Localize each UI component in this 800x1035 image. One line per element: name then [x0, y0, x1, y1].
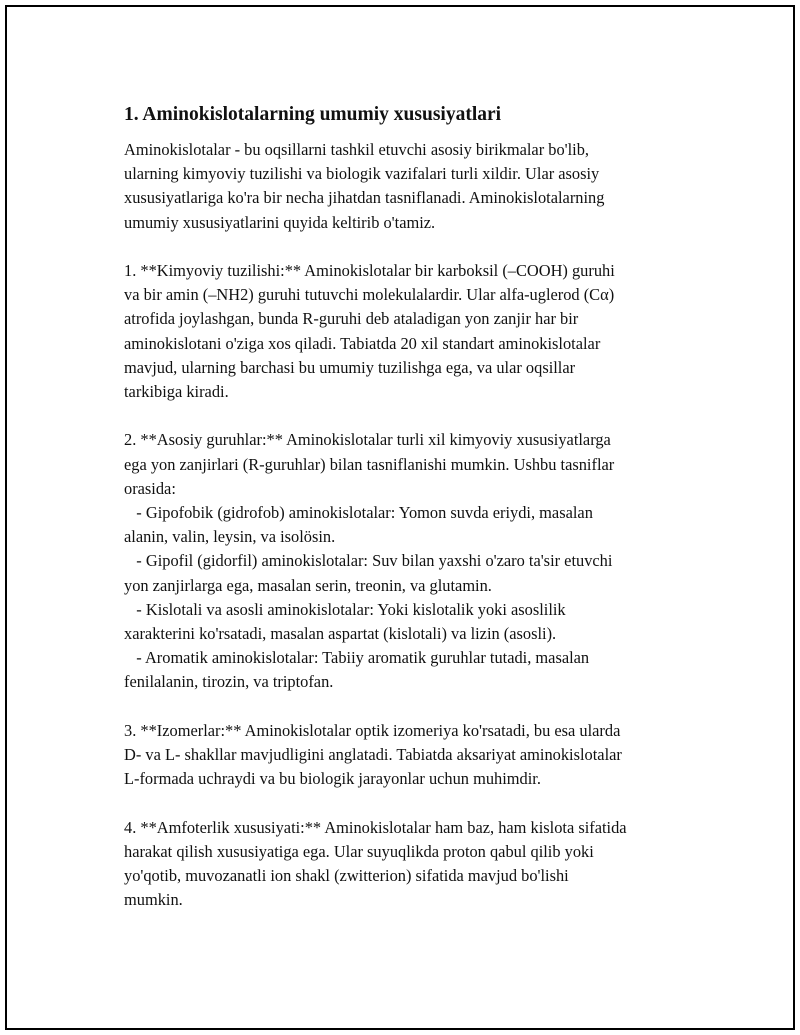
list-item-line: - Gipofobik (gidrofob) aminokislotalar: Yomon suvda eriydi, masalan — [136, 503, 593, 523]
text-line: 4. **Amfoterlik xususiyati:** Aminokislotalar ham baz, ham kislota sifatida — [124, 817, 627, 837]
text-line: va bir amin (–NH2) guruhi tutuvchi molekulalardir. Ular alfa-uglerod (Cα) — [124, 285, 615, 305]
page-frame — [5, 5, 795, 1030]
text-line: Aminokislotalar - bu oqsillarni tashkil etuvchi asosiy birikmalar bo'lib, — [124, 140, 590, 159]
text-line: orasida: — [124, 478, 176, 498]
text-line: mumkin. — [124, 890, 183, 910]
text-line: umumiy xususiyatlarini quyida keltirib o'tamiz. — [124, 212, 436, 232]
paragraph-isomers — [124, 719, 704, 792]
paragraph-chemical-structure — [124, 259, 704, 404]
document-body — [124, 102, 704, 912]
text-line: mavjud, ularning barchasi bu umumiy tuzilishga ega, va ular oqsillar — [124, 357, 576, 377]
paragraph-amphoteric — [124, 816, 704, 913]
text-line: yon zanjirlarga ega, masalan serin, treonin, va glutamin. — [124, 575, 492, 595]
text-line: ularning kimyoviy tuzilishi va biologik vazifalari turli xildir. Ular asosiy — [124, 164, 600, 184]
text-line: atrofida joylashgan, bunda R-guruhi deb ataladigan yon zanjir har bir — [124, 309, 579, 329]
list-item-line: - Kislotali va asosli aminokislotalar: Yoki kislotalik yoki asoslilik — [136, 599, 566, 619]
text-line: harakat qilish xususiyatiga ega. Ular suyuqlikda proton qabul qilib yoki — [124, 841, 594, 861]
text-line: ega yon zanjirlari (R-guruhlar) bilan tasniflanishi mumkin. Ushbu tasniflar — [124, 454, 615, 474]
list-item-line: - Gipofil (gidorfil) aminokislotalar: Suv bilan yaxshi o'zaro ta'sir etuvchi — [136, 551, 613, 571]
text-line: yo'qotib, muvozanatli ion shakl (zwitterion) sifatida mavjud bo'lishi — [124, 866, 569, 886]
text-line: xarakterini ko'rsatadi, masalan aspartat (kislotali) va lizin (asosli). — [124, 624, 557, 644]
document-title: 1. Aminokislotalarning umumiy xususiyatlari — [124, 104, 502, 125]
text-line: fenilalanin, tirozin, va triptofan. — [124, 672, 334, 692]
paragraph-main-groups — [124, 428, 704, 694]
text-line: 1. **Kimyoviy tuzilishi:** Aminokislotalar bir karboksil (–COOH) guruhi — [124, 261, 615, 280]
text-line: aminokislotani o'ziga xos qiladi. Tabiatda 20 xil standart aminokislotalar — [124, 333, 601, 353]
paragraph-intro — [124, 138, 704, 235]
text-line: 3. **Izomerlar:** Aminokislotalar optik izomeriya ko'rsatadi, bu esa ularda — [124, 720, 621, 740]
text-line: 2. **Asosiy guruhlar:** Aminokislotalar turli xil kimyoviy xususiyatlarga — [124, 430, 611, 450]
text-line: D- va L- shakllar mavjudligini anglatadi. Tabiatda aksariyat aminokislotalar — [124, 745, 622, 765]
list-item-line: - Aromatik aminokislotalar: Tabiiy aromatik guruhlar tutadi, masalan — [136, 648, 590, 668]
text-line: tarkibiga kiradi. — [124, 382, 229, 402]
text-line: L-formada uchraydi va bu biologik jarayonlar uchun muhimdir. — [124, 769, 541, 789]
text-line: alanin, valin, leysin, va isolösin. — [124, 527, 336, 547]
text-line: xususiyatlariga ko'ra bir necha jihatdan tasniflanadi. Aminokislotalarning — [124, 188, 605, 208]
